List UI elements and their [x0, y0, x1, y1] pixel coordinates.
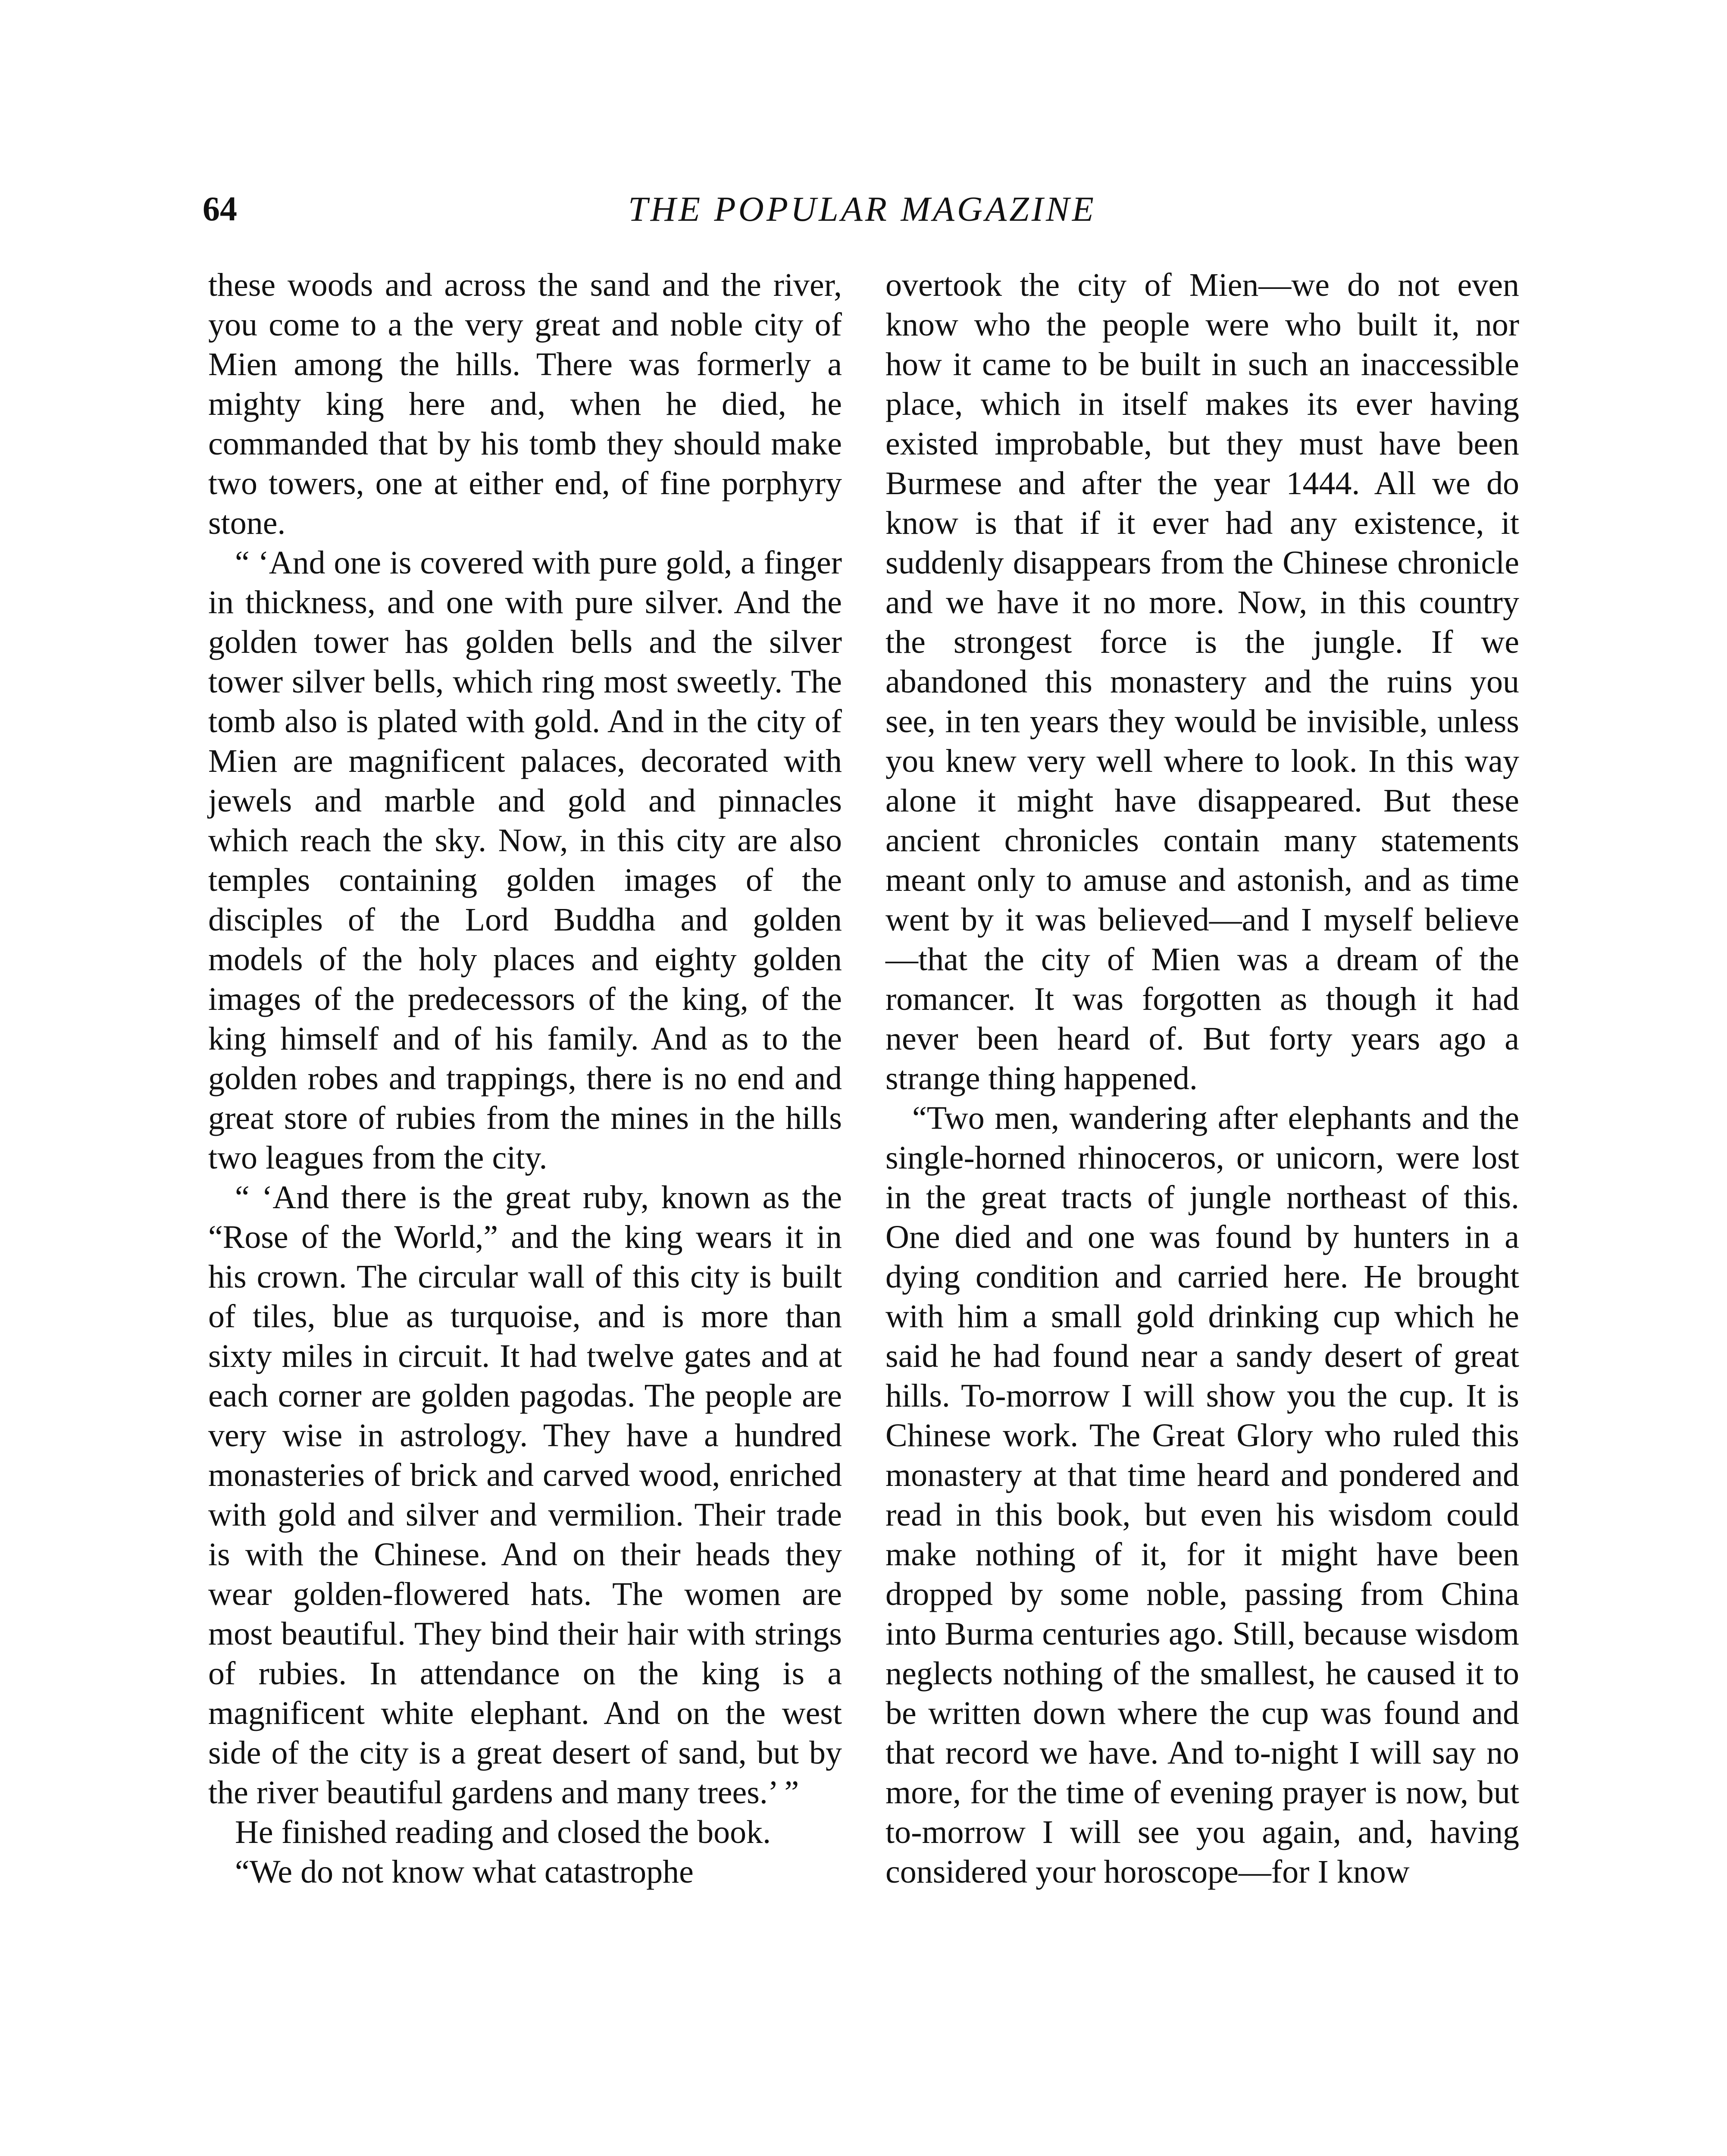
paragraph: “We do not know what catastrophe	[235, 1854, 694, 1890]
paragraph: “ ‘And one is covered with pure gold, a finger in thickness, and one with pure silver. And the golden tower has golden bells and the silver tower silver bells, which ring most sweetly. The tomb also is plated with gold. And in the city of Mien are magnificent palaces, decorated with jewels and marble and gold and pinnacles which reach the sky. Now, in this city are also temples containing golden images of the disciples of the Lord Buddha and golden models of the holy places and eighty golden images of the predecessors of the king, of the king himself and of his family. And as to the golden robes and trappings, there is no end and great store of rubies from the mines in the hills two leagues from the city.	[208, 545, 842, 1176]
page-number: 64	[203, 190, 237, 228]
left-column	[208, 265, 842, 1892]
right-column	[885, 265, 1519, 1892]
running-head: THE POPULAR MAGAZINE	[628, 189, 1096, 229]
paragraph: these woods and across the sand and the river, you come to a the very great and noble city of Mien among the hills. There was formerly a mighty king here and, when he died, he commanded that by his tomb they should make two towers, one at either end, of fine porphyry stone.	[208, 267, 842, 541]
paragraph: “Two men, wandering after elephants and the single-horned rhinoceros, or unicorn, were lost in the great tracts of jungle northeast of this. One died and one was found by hunters in a dying condition and carried here. He brought with him a small gold drinking cup which he said he had found near a sandy desert of great hills. To-morrow I will show you the cup. It is Chinese work. The Great Glory who ruled this monastery at that time heard and pondered and read in this book, but even his wisdom could make nothing of it, for it might have been dropped by some noble, passing from China into Burma centuries ago. Still, because wisdom neglects nothing of the smallest, he caused it to be written down where the cup was found and that record we have. And to-night I will say no more, for the time of evening prayer is now, but to-morrow I will see you again, and, having considered your horoscope—for I know	[885, 1100, 1519, 1890]
paragraph: “ ‘And there is the great ruby, known as the “Rose of the World,” and the king wears it in his crown. The circular wall of this city is built of tiles, blue as turquoise, and is more than sixty miles in circuit. It had twelve gates and at each corner are golden pagodas. The people are very wise in astrology. They have a hundred monasteries of brick and carved wood, enriched with gold and silver and vermilion. Their trade is with the Chinese. And on their heads they wear golden-flowered hats. The women are most beautiful. They bind their hair with strings of rubies. In attendance on the king is a magnificent white elephant. And on the west side of the city is a great desert of sand, but by the river beautiful gardens and many trees.’ ”	[208, 1179, 842, 1811]
page-header	[203, 181, 1522, 237]
paragraph: overtook the city of Mien—we do not even know who the people were who built it, nor how it came to be built in such an inaccessible place, which in itself makes its ever having existed improbable, but they must have been Burmese and after the year 1444. All we do know is that if it ever had any existence, it suddenly disappears from the Chinese chronicle and we have it no more. Now, in this country the strongest force is the jungle. If we abandoned this monastery and the ruins you see, in ten years they would be invisible, unless you knew very well where to look. In this way alone it might have disappeared. But these ancient chronicles contain many statements meant only to amuse and astonish, and as time went by it was believed—and I myself believe—that the city of Mien was a dream of the romancer. It was forgotten as though it had never been heard of. But forty years ago a strange thing happened.	[885, 267, 1519, 1097]
paragraph: He finished reading and closed the book.	[235, 1814, 771, 1850]
